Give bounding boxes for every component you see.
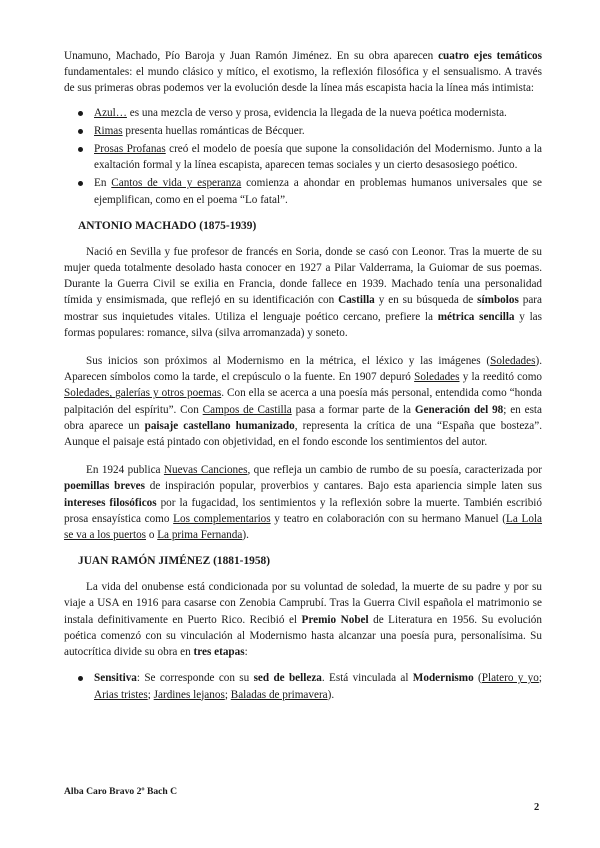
text-run: ). Aparecen símbolos como la tarde, el crepúsculo o la fuente. En 1907 depuró xyxy=(64,355,542,384)
machado-paragraph-2 xyxy=(64,353,542,450)
work-title: La prima Fernanda xyxy=(157,529,243,542)
text-run: y teatro en colaboración con su hermano Manuel ( xyxy=(270,512,507,525)
bold-term: Sensitiva xyxy=(94,672,137,685)
work-title: Los complementarios xyxy=(173,512,271,525)
bold-term: Castilla xyxy=(338,294,375,307)
text-run: Unamuno, Machado, Pío Baroja y Juan Ramón Jiménez. En su obra aparecen xyxy=(64,50,439,62)
bullet-icon xyxy=(78,147,83,152)
bullet-icon xyxy=(78,129,83,134)
bullet-icon xyxy=(78,111,83,116)
list-item-text: creó el modelo de poesía que supone la consolidación del Modernismo. Junto a la exaltación formal y la línea escapista, aparecen temas sociales y un cierto desasosiego poético. xyxy=(94,143,542,172)
text-run: . Está vinculada al xyxy=(321,672,413,685)
work-title: Soledades xyxy=(490,355,536,368)
work-title: Campos de Castilla xyxy=(202,403,292,416)
text-run: fundamentales: el mundo clásico y mítico, el exotismo, la reflexión filosófica y el sensualismo. A través de sus primeras obras podemos ver la evolución desde la línea más escapista hacia la línea más intimista: xyxy=(64,66,542,95)
jimenez-stages-list xyxy=(64,670,542,702)
bold-term: intereses filosóficos xyxy=(64,496,157,509)
work-title: Soledades xyxy=(414,371,460,384)
bold-term: Generación del 98 xyxy=(414,403,504,416)
text-run: y las formas populares: romance, silva (silva arromanzada) y soneto. xyxy=(64,310,542,339)
machado-paragraph-3 xyxy=(64,462,542,543)
bold-term: cuatro ejes temáticos xyxy=(438,50,542,62)
work-title: Jardines lejanos xyxy=(153,688,225,701)
text-run: , que refleja un cambio de rumbo de su poesía, caracterizada por xyxy=(247,464,543,477)
section-heading-jimenez: JUAN RAMÓN JIMÉNEZ (1881-1958) xyxy=(78,555,271,568)
intro-paragraph xyxy=(64,48,542,97)
text-run: ( xyxy=(473,672,482,685)
text-run: ; xyxy=(147,688,154,701)
list-item-text: es una mezcla de verso y prosa, evidencia la llegada de la nueva poética modernista. xyxy=(126,106,507,119)
bullet-icon xyxy=(78,676,83,681)
text-run: : Se corresponde con su xyxy=(136,672,254,685)
section-heading-machado: ANTONIO MACHADO (1875-1939) xyxy=(78,219,257,232)
list-item xyxy=(64,105,542,121)
list-item-text: En xyxy=(94,177,112,190)
list-item-text: comienza a ahondar en problemas humanos universales que se ejemplifican, como en el poema “Lo fatal”. xyxy=(94,177,543,206)
work-title: Soledades, galerías y otros poemas xyxy=(64,387,222,400)
machado-paragraph-1 xyxy=(64,244,542,341)
work-title: Azul… xyxy=(94,106,127,119)
list-item-text: presenta huellas románticas de Bécquer. xyxy=(122,124,305,137)
text-run: ). xyxy=(242,529,249,542)
bold-term: poemillas breves xyxy=(64,480,145,493)
work-title: La Lola se va a los puertos xyxy=(64,512,543,542)
text-run: Sus inicios son próximos al Modernismo en la métrica, el léxico y las imágenes ( xyxy=(86,355,491,368)
jimenez-paragraph-1 xyxy=(64,579,542,660)
work-title: Rimas xyxy=(94,124,123,137)
work-title: Platero y yo xyxy=(481,672,539,685)
text-run: En 1924 publica xyxy=(86,464,164,477)
text-run: o xyxy=(146,529,158,542)
text-run: ; xyxy=(538,672,542,685)
text-run: para mostrar sus inquietudes vitales. Utiliza el lenguaje poético cercano, prefiere la xyxy=(64,294,542,323)
list-item xyxy=(64,123,542,139)
work-title: Arias tristes xyxy=(94,688,148,701)
bold-term: Premio Nobel xyxy=(301,613,369,626)
list-item xyxy=(64,670,542,702)
text-run: de Literatura en 1956. Su evolución poética comenzó con su vinculación al Modernismo hasta alcanzar una poesía pura, personalísima. Su autocrítica divide su obra en xyxy=(64,613,542,659)
ruben-dario-works-list xyxy=(64,105,542,208)
page-number: 2 xyxy=(534,802,540,813)
text-run: ). xyxy=(327,688,335,701)
text-run: : xyxy=(244,646,248,659)
list-item xyxy=(64,175,542,207)
text-run: Nació en Sevilla y fue profesor de francés en Soria, donde se casó con Leonor. Tras la muerte de su mujer queda totalmente desolado hasta conocer en 1927 a Pilar Valderrama, la Guiomar de sus poemas. Durante la Guerra Civil se exilia en Francia, donde fallece en 1939. Machado tenía una personalidad tímida y ensimismada, que reflejó en su identificación con xyxy=(64,245,542,307)
work-title: Nuevas Canciones xyxy=(163,464,248,477)
work-title: Prosas Profanas xyxy=(94,143,166,156)
bold-term: métrica sencilla xyxy=(437,310,515,323)
text-run: y la reeditó como xyxy=(459,371,542,384)
text-run: ; xyxy=(224,688,231,701)
text-run: de inspiración popular, proverbios y cantares. Bajo esta apariencia simple laten sus xyxy=(144,480,542,493)
list-item xyxy=(64,141,542,173)
bold-term: tres etapas xyxy=(193,646,245,659)
bold-term: Modernismo xyxy=(412,672,474,685)
bullet-icon xyxy=(78,181,83,186)
bold-term: sed de belleza xyxy=(253,672,322,685)
text-run: pasa a formar parte de la xyxy=(291,403,415,416)
text-run: por la fugacidad, los sentimientos y la reflexión sobre la muerte. También escribió prosa ensayística como xyxy=(64,496,543,525)
text-run: . Con ella se acerca a una poesía más personal, entendida como “honda palpitación del espíritu”. Con xyxy=(64,387,542,416)
work-title: Baladas de primavera xyxy=(230,688,328,701)
bold-term: paisaje castellano humanizado xyxy=(144,419,295,432)
work-title: Cantos de vida y esperanza xyxy=(111,177,242,190)
bold-term: símbolos xyxy=(477,294,519,307)
page-content xyxy=(64,48,542,705)
text-run: y en su búsqueda de xyxy=(374,294,478,307)
text-run: , representa la crítica de una “España que bosteza”. Aunque el paisaje está pintado con objetividad, en el fondo esconde los sentimientos del autor. xyxy=(64,419,542,449)
text-run: La vida del onubense está condicionada por su voluntad de soledad, la muerte de su padre y por su viaje a USA en 1916 para casarse con Zenobia Camprubí. Tras la Guerra Civil española el matrimonio se instala definitivamente en Puerto Rico. Recibió el xyxy=(64,581,542,626)
text-run: ; en esta obra aparece un xyxy=(64,403,542,432)
footer-author: Alba Caro Bravo 2º Bach C xyxy=(64,786,178,797)
